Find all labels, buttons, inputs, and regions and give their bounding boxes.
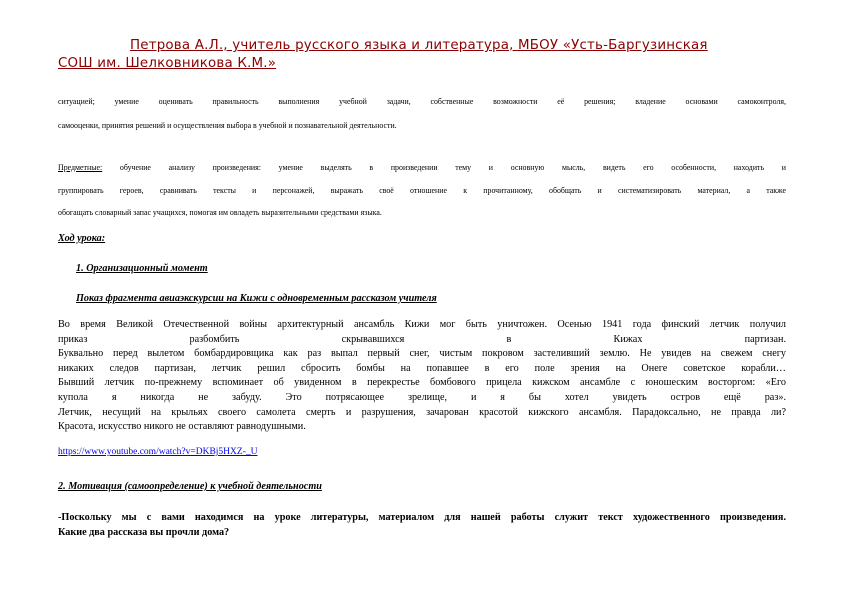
subject-results-text-1: обучение анализу произведения: умение выделять в произведении тему и основную мысль, видеть его особенности, находить и	[102, 163, 786, 172]
story-line: Во время Великой Отечественной войны архитектурный ансамбль Кижи мог быть уничтожен. Осенью 1941 года финский летчик получил	[58, 319, 786, 330]
story-line: приказ разбомбить скрывавшихся в Кижах партизан.	[58, 333, 786, 345]
story-text	[58, 318, 786, 435]
lesson-heading: Ход урока:	[58, 233, 106, 244]
story-line: Буквально перед вылетом бомбардировщика как раз выпал первый снег, чистым покровом застеливший землю. Не увидев на свежем снегу	[58, 348, 786, 360]
competencies-line-1: ситуацией; умение оценивать правильность выполнения учебной задачи, собственные возможности её решения; владение основами самоконтроля,	[58, 97, 786, 106]
youtube-video-link[interactable]: https://www.youtube.com/watch?v=DKBj5HXZ-_U	[58, 447, 258, 457]
competencies-line-2: самооценки, принятия решений и осуществления выбора в учебной и познавательной деятельности.	[58, 120, 397, 130]
competencies-continuation	[58, 90, 786, 137]
subject-results-line-3: обогащать словарный запас учащихся, помогая им овладеть выразительными средствами языка.	[58, 208, 382, 217]
document-page	[58, 0, 786, 595]
author-header-line-1: Петрова А.Л., учитель русского языка и литература, МБОУ «Усть-Баргузинская	[130, 38, 708, 53]
subject-results-label: Предметные:	[58, 163, 103, 172]
excursion-heading: Показ фрагмента авиаэкскурсии на Кижи с одновременным рассказом учителя	[76, 293, 437, 304]
author-header	[58, 37, 786, 73]
subject-results-line-2: группировать героев, сравнивать тексты и персонажей, выражать своё отношение к прочитанному, обобщать и систематизировать материал, а также	[58, 185, 786, 195]
story-line: Красота, искусство никого не оставляют равнодушными.	[58, 421, 306, 433]
story-line: купола я никогда не забуду. Это потрясающее зрелище, и я бы хотел увидеть остров ещё раз».	[58, 391, 786, 403]
teacher-question-line-2: Какие два рассказа вы прочли дома?	[58, 527, 230, 538]
story-line: никаких следов партизан, летчик решил сбросить бомбы на попавшее в его поле зрения на Онеге советское корабли…	[58, 362, 786, 374]
org-moment-heading: 1. Организационный момент	[76, 263, 208, 274]
subject-results	[58, 157, 786, 225]
author-header-line-2: СОШ им. Шелковникова К.М.»	[58, 56, 277, 71]
motivation-heading: 2. Мотивация (самоопределение) к учебной деятельности	[58, 481, 322, 492]
subject-results-line-1	[58, 157, 786, 180]
teacher-question-line-1: -Поскольку мы с вами находимся на уроке литературы, материалом для нашей работы служит текст художественного произведения.	[58, 512, 786, 523]
story-line: Летчик, несущий на крыльях своего самолета смерть и разрушения, зачарован красотой кижского ансамбля. Парадоксально, не правда ли?	[58, 406, 786, 418]
teacher-question	[58, 510, 786, 540]
story-line: Бывший летчик по-прежнему вспоминает об увиденном в перекрестье бомбового прицела кижском ансамбле с юношеским восторгом: «Его	[58, 377, 786, 389]
